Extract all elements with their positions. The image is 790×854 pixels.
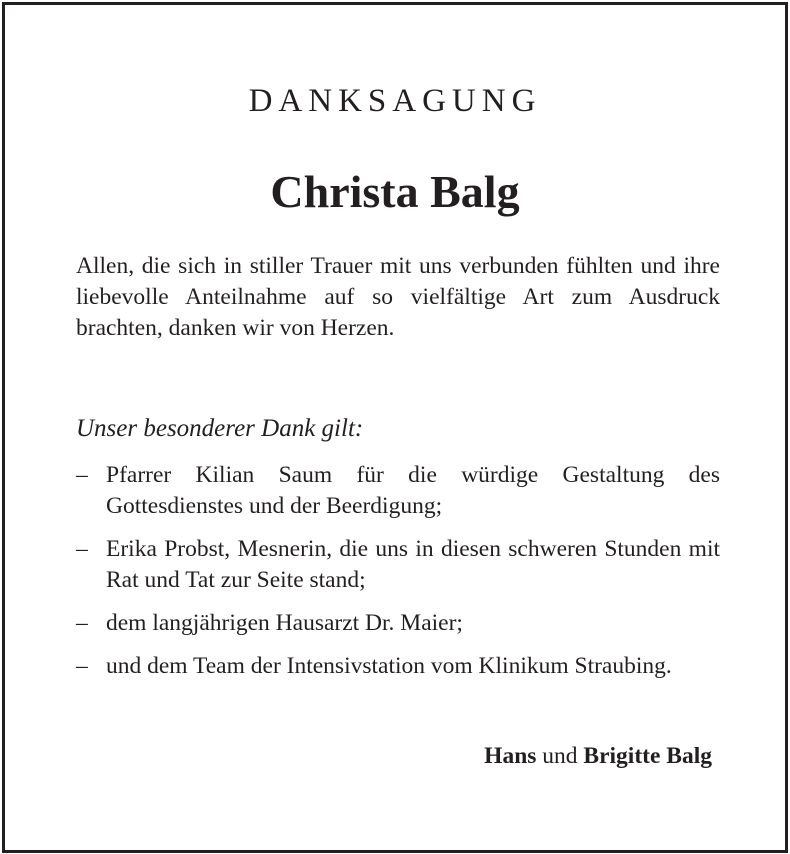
- intro-paragraph: Allen, die sich in stiller Trauer mit uns verbunden fühlten und ihre liebevolle Anteilnahme auf so vielfältige Art zum Ausdruck brachten, danken wir von Herzen.: [76, 253, 720, 341]
- list-item: [76, 608, 720, 639]
- deceased-name: Christa Balg: [270, 166, 520, 217]
- list-item-text: Pfarrer Kilian Saum für die würdige Gestaltung des Gottesdienstes und der Beerdigung;: [106, 462, 720, 519]
- signature-first-name: Hans: [484, 743, 537, 769]
- list-item-text: und dem Team der Intensivstation vom Klinikum Straubing.: [106, 653, 672, 679]
- list-item: [76, 460, 720, 522]
- list-item: [76, 651, 720, 682]
- dash-bullet: –: [76, 653, 88, 679]
- thanks-heading: Unser besonderer Dank gilt:: [76, 415, 364, 442]
- list-item-text: dem langjährigen Hausarzt Dr. Maier;: [106, 610, 463, 636]
- dash-bullet: –: [76, 462, 88, 488]
- notice-heading: DANKSAGUNG: [248, 83, 542, 119]
- signature: [484, 743, 712, 770]
- signature-connector: und: [542, 743, 578, 769]
- dash-bullet: –: [76, 536, 88, 562]
- signature-second-name: Brigitte Balg: [583, 743, 712, 769]
- obituary-notice-frame: [2, 2, 788, 853]
- dash-bullet: –: [76, 610, 88, 636]
- list-item: [76, 534, 720, 596]
- thanks-list: [76, 460, 720, 694]
- list-item-text: Erika Probst, Mesnerin, die uns in diesen schweren Stunden mit Rat und Tat zur Seite stand;: [106, 536, 720, 593]
